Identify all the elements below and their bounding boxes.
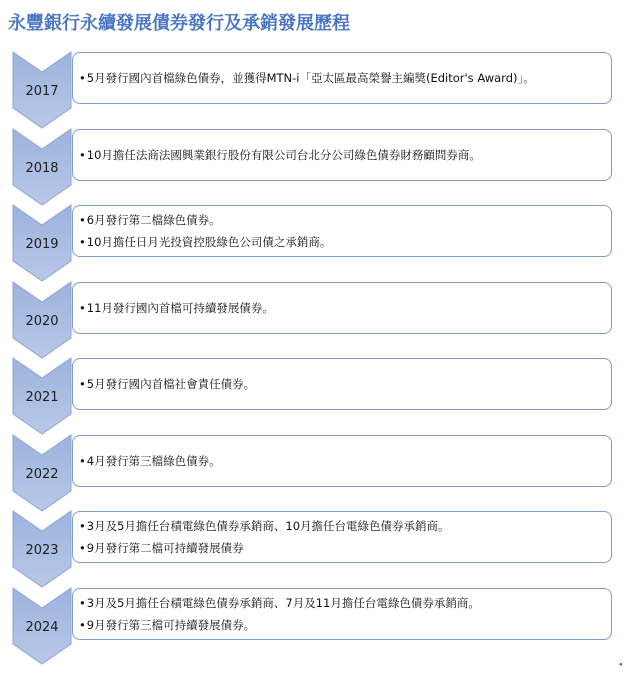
milestone-item: • 3月及5月擔任台積電綠色債券承銷商、7月及11月擔任台電綠色債券承銷商。 <box>79 592 601 614</box>
timeline-row <box>0 203 626 279</box>
milestone-card <box>72 588 612 640</box>
milestone-item: • 10月擔任法商法國興業銀行股份有限公司台北分公司綠色債券財務顧問券商。 <box>79 144 601 166</box>
year-label: 2022 <box>25 466 59 482</box>
year-label: 2019 <box>25 237 59 252</box>
milestone-item: • 11月發行國內首檔可持續發展債券。 <box>79 297 601 319</box>
milestone-item: • 5月發行國內首檔綠色債券，並獲得MTN-i「亞太區最高榮譽主編獎(Editor's Award)」。 <box>79 67 601 89</box>
year-label: 2023 <box>25 543 59 558</box>
year-label: 2020 <box>25 313 59 329</box>
milestone-card <box>72 358 612 410</box>
milestone-card <box>72 205 612 257</box>
milestone-card <box>72 129 612 181</box>
milestone-item: • 4月發行第三檔綠色債券。 <box>79 450 601 472</box>
year-label: 2017 <box>25 84 59 99</box>
timeline-row <box>0 127 626 203</box>
year-label: 2024 <box>25 619 59 635</box>
milestone-item: • 10月擔任日月光投資控股綠色公司債之承銷商。 <box>79 231 601 253</box>
page-title: 永豐銀行永續發展債券發行及承銷發展歷程 <box>8 13 350 34</box>
milestone-card <box>72 435 612 487</box>
milestone-item: • 9月發行第三檔可持續發展債券。 <box>79 614 601 636</box>
milestone-card <box>72 282 612 334</box>
timeline-row <box>0 50 626 126</box>
timeline-row <box>0 280 626 356</box>
corner-mark: ◂ <box>618 660 622 668</box>
milestone-item: • 6月發行第二檔綠色債券。 <box>79 209 601 231</box>
milestone-card <box>72 511 612 563</box>
milestone-item: • 5月發行國內首檔社會責任債券。 <box>79 373 601 395</box>
timeline-row <box>0 356 626 432</box>
year-label: 2018 <box>25 160 59 176</box>
timeline-row <box>0 509 626 585</box>
milestone-item: • 3月及5月擔任台積電綠色債券承銷商、10月擔任台電綠色債券承銷商。 <box>79 515 601 537</box>
year-label: 2021 <box>25 390 59 405</box>
milestone-item: • 9月發行第二檔可持續發展債券 <box>79 537 601 559</box>
timeline-row <box>0 586 626 662</box>
milestone-card <box>72 52 612 104</box>
timeline-row <box>0 433 626 509</box>
